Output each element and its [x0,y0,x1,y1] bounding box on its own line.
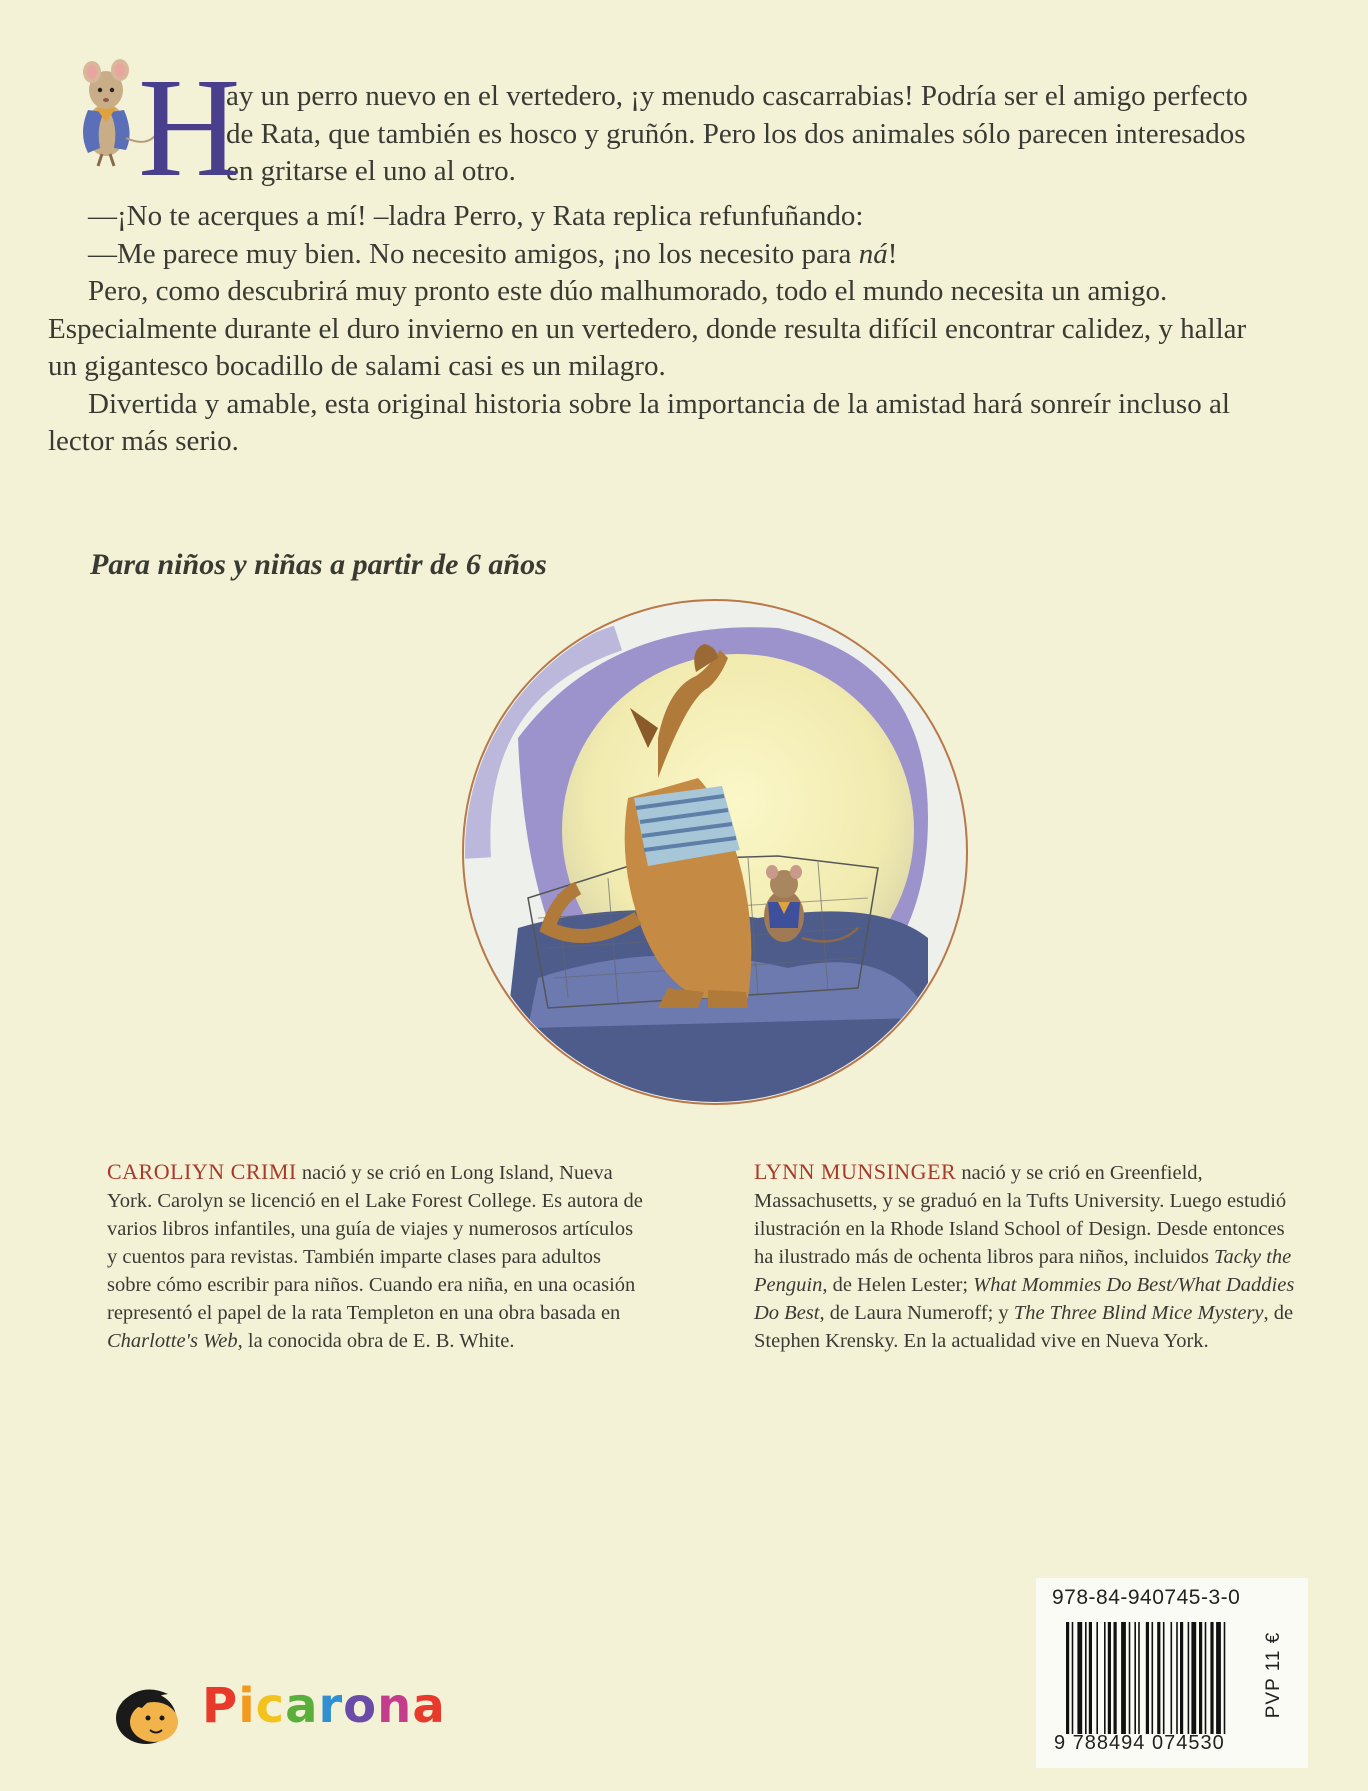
illustrator-bio-text-2: , de Helen Lester; [822,1274,974,1296]
illustrator-bio-italic-1: Tacky the Penguin [754,1246,1292,1296]
publisher-name [202,1678,446,1734]
illustrator-bio-italic-2: What Mommies Do Best/What Daddies Do Best [754,1274,1295,1324]
illustrator-bio-text-3: , de Laura Numeroff; y [819,1302,1014,1324]
publisher-letter: r [318,1678,344,1734]
child-face-logo-icon [112,1682,186,1748]
dog-and-rat-illustration [458,598,972,1106]
illustrator-name: LYNN MUNSINGER [754,1159,957,1184]
intro-paragraph-3 [48,236,1268,274]
intro-paragraph-5: Divertida y amable, esta original historia sobre la importancia de la amistad hará sonreír incluso al lector más serio. [48,387,1230,457]
author-bio [107,1158,647,1355]
publisher-logo [112,1678,446,1754]
intro-paragraph-4: Pero, como descubrirá muy pronto este dúo malhumorado, todo el mundo necesita un amigo. Especialmente durante el duro invierno en un vertedero, donde resulta difícil encontrar calidez, y hallar un gigantesco bocadillo de salami casi es un milagro. [48,275,1247,382]
illustrator-bio-text-1: nació y se crió en Greenfield, Massachusetts, y se graduó en la Tufts University. Luego estudió ilustración en la Rhode Island School of Design. Desde entonces ha ilustrado más de ochenta libros para niños, incluidos [754,1162,1287,1268]
dropcap-letter: H [138,48,241,206]
illustrator-bio-text-4: , de Stephen Krensky. En la actualidad vive en Nueva York. [754,1302,1294,1352]
age-tagline: Para niños y niñas a partir de 6 años [90,548,547,581]
intro-p3-end: ! [887,237,898,270]
illustrator-bio [754,1158,1304,1355]
isbn-digits: 9 788494 074530 [1054,1732,1225,1754]
publisher-letter: o [343,1678,378,1734]
barcode-bars [1066,1622,1266,1734]
publisher-letter: a [412,1678,446,1734]
intro-paragraph-2: —¡No te acerques a mí! –ladra Perro, y Rata replica refunfuñando: [88,200,864,232]
intro-p3-start: —Me parece muy bien. No necesito amigos, ¡no los necesito para [88,237,859,270]
intro-p3-italic: ná [858,237,888,270]
publisher-letter: a [285,1678,319,1734]
author-name: CAROLIYN CRIMI [107,1159,297,1184]
author-bio-italic-1: Charlotte's Web [107,1330,238,1352]
publisher-letter: P [202,1678,239,1734]
dropcap-block [48,48,241,206]
publisher-letter: n [377,1678,413,1734]
author-bio-text-1: nació y se crió en Long Island, Nueva York. Carolyn se licenció en el Lake Forest College. Es autora de varios libros infantiles, una guía de viajes y numerosos artículos y cuentos para revistas. También imparte clases para adultos sobre cómo escribir para niños. Cuando era niña, en una ocasión representó el papel de la rata Templeton en una obra basada en [107,1162,643,1324]
intro-text [48,48,1268,461]
author-bio-text-2: , la conocida obra de E. B. White. [237,1330,515,1352]
price-text: PVP 11 € [1263,1631,1284,1719]
price-label [1254,1616,1294,1746]
publisher-letter: c [255,1678,286,1734]
intro-paragraph-1-text: ay un perro nuevo en el vertedero, ¡y menudo cascarrabias! Podría ser el amigo perfecto de Rata, que también es hosco y gruñón. Pero los dos animales sólo parecen interesados en gritarse el uno al otro. [226,80,1248,187]
isbn-hyphenated: 978-84-940745-3-0 [1052,1586,1241,1609]
publisher-letter: i [238,1678,256,1734]
barcode-block [1036,1578,1308,1768]
illustrator-bio-italic-3: The Three Blind Mice Mystery [1013,1302,1264,1324]
